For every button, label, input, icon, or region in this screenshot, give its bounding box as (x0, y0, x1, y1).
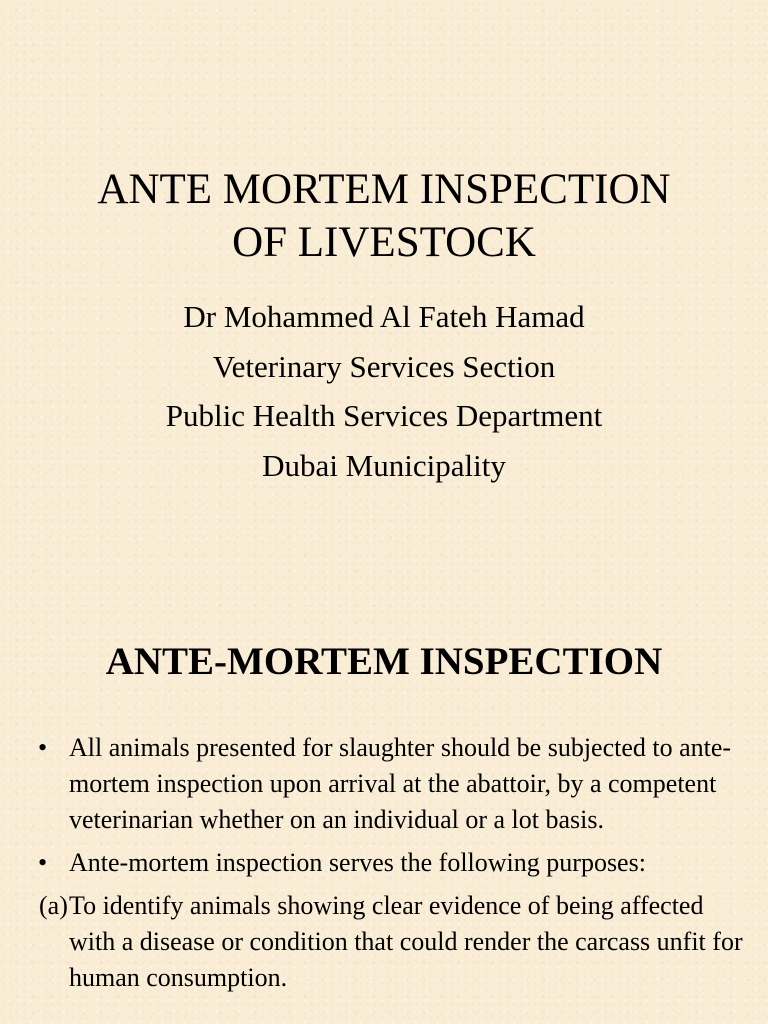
bullet-marker: • (38, 848, 48, 877)
list-item-text: All animals presented for slaughter should be subjected to ante-mortem inspection upon arrival at the abattoir, by a competent veterinarian whether on an individual or a lot basis. (69, 733, 732, 834)
list-item (0, 845, 768, 881)
letter-marker: (a) (39, 891, 68, 920)
author-organization: Dubai Municipality (262, 447, 506, 483)
bullet-marker: • (38, 733, 48, 762)
title-line-1: ANTE MORTEM INSPECTION (97, 166, 671, 213)
presentation-title (0, 163, 768, 269)
title-line-2: OF LIVESTOCK (232, 219, 536, 266)
list-item-text: Ante-mortem inspection serves the following purposes: (69, 848, 646, 877)
author-block (0, 292, 768, 490)
bullet-list (0, 730, 768, 1003)
author-name: Dr Mohammed Al Fateh Hamad (183, 299, 585, 334)
content-slide (0, 512, 768, 1024)
list-item (0, 730, 768, 838)
author-department: Public Health Services Department (165, 398, 603, 433)
list-item-text: To identify animals showing clear evidence of being affected with a disease or condition that could render the carcass unfit for human consumption. (69, 891, 743, 992)
list-item (0, 888, 768, 996)
author-section: Veterinary Services Section (212, 348, 556, 384)
slide-heading: ANTE-MORTEM INSPECTION (105, 640, 663, 683)
